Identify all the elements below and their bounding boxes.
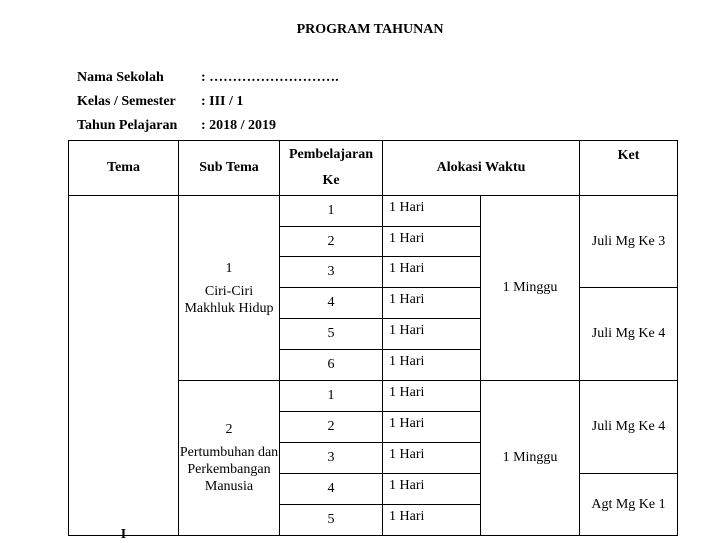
pembelajaran-ke: 4 [280,288,383,319]
header-ket: Ket [580,141,678,196]
alokasi-hari: 1 Hari [383,474,481,505]
table-row [69,196,678,227]
info-label: Tahun Pelajaran [77,118,178,133]
subtema-cell [179,196,280,381]
alokasi-hari: 1 Hari [383,288,481,319]
alokasi-hari: 1 Hari [383,196,481,227]
alokasi-hari: 1 Hari [383,319,481,350]
subtema-name: Pertumbuhan dan Perkembangan Manusia [179,445,279,494]
pembelajaran-ke: 3 [280,257,383,288]
info-label: Kelas / Semester [77,94,176,109]
alokasi-hari: 1 Hari [383,227,481,257]
info-value: : III / 1 [201,94,244,109]
info-value: : ………………………. [201,70,339,85]
document-title: PROGRAM TAHUNAN [296,22,444,37]
pembelajaran-ke: 6 [280,350,383,381]
header-tema: Tema [69,141,179,196]
pembelajaran-ke: 2 [280,412,383,443]
header-sub-tema: Sub Tema [179,141,280,196]
tema-cell [69,196,179,542]
pembelajaran-ke: 5 [280,505,383,536]
pembelajaran-ke: 1 [280,381,383,412]
pembelajaran-ke: 1 [280,196,383,227]
subtema-name: Ciri-Ciri Makhluk Hidup [184,283,274,316]
pembelajaran-ke: 3 [280,443,383,474]
alokasi-hari: 1 Hari [383,443,481,474]
pembelajaran-ke: 4 [280,474,383,505]
alokasi-hari: 1 Hari [383,257,481,288]
subtema-cell [179,381,280,536]
ket-cell: Agt Mg Ke 1 [580,474,678,536]
ket-cell: Juli Mg Ke 3 [580,196,678,288]
subtema-number: 1 [225,260,233,276]
tema-label: I [120,527,127,542]
subtema-number: 2 [225,422,233,437]
header-alokasi-waktu: Alokasi Waktu [383,141,580,196]
alokasi-minggu: 1 Minggu [481,196,580,381]
alokasi-hari: 1 Hari [383,412,481,443]
alokasi-minggu: 1 Minggu [481,381,580,536]
pembelajaran-ke: 5 [280,319,383,350]
ket-cell: Juli Mg Ke 4 [580,381,678,474]
pembelajaran-ke: 2 [280,227,383,257]
table-header-row [69,141,678,196]
info-label: Nama Sekolah [77,70,164,85]
alokasi-hari: 1 Hari [383,350,481,381]
program-table [68,140,678,542]
alokasi-hari: 1 Hari [383,381,481,412]
header-pembelajaran: Pembelajaran Ke [280,141,383,196]
info-value: : 2018 / 2019 [201,118,277,133]
alokasi-hari: 1 Hari [383,505,481,536]
ket-cell: Juli Mg Ke 4 [580,288,678,381]
